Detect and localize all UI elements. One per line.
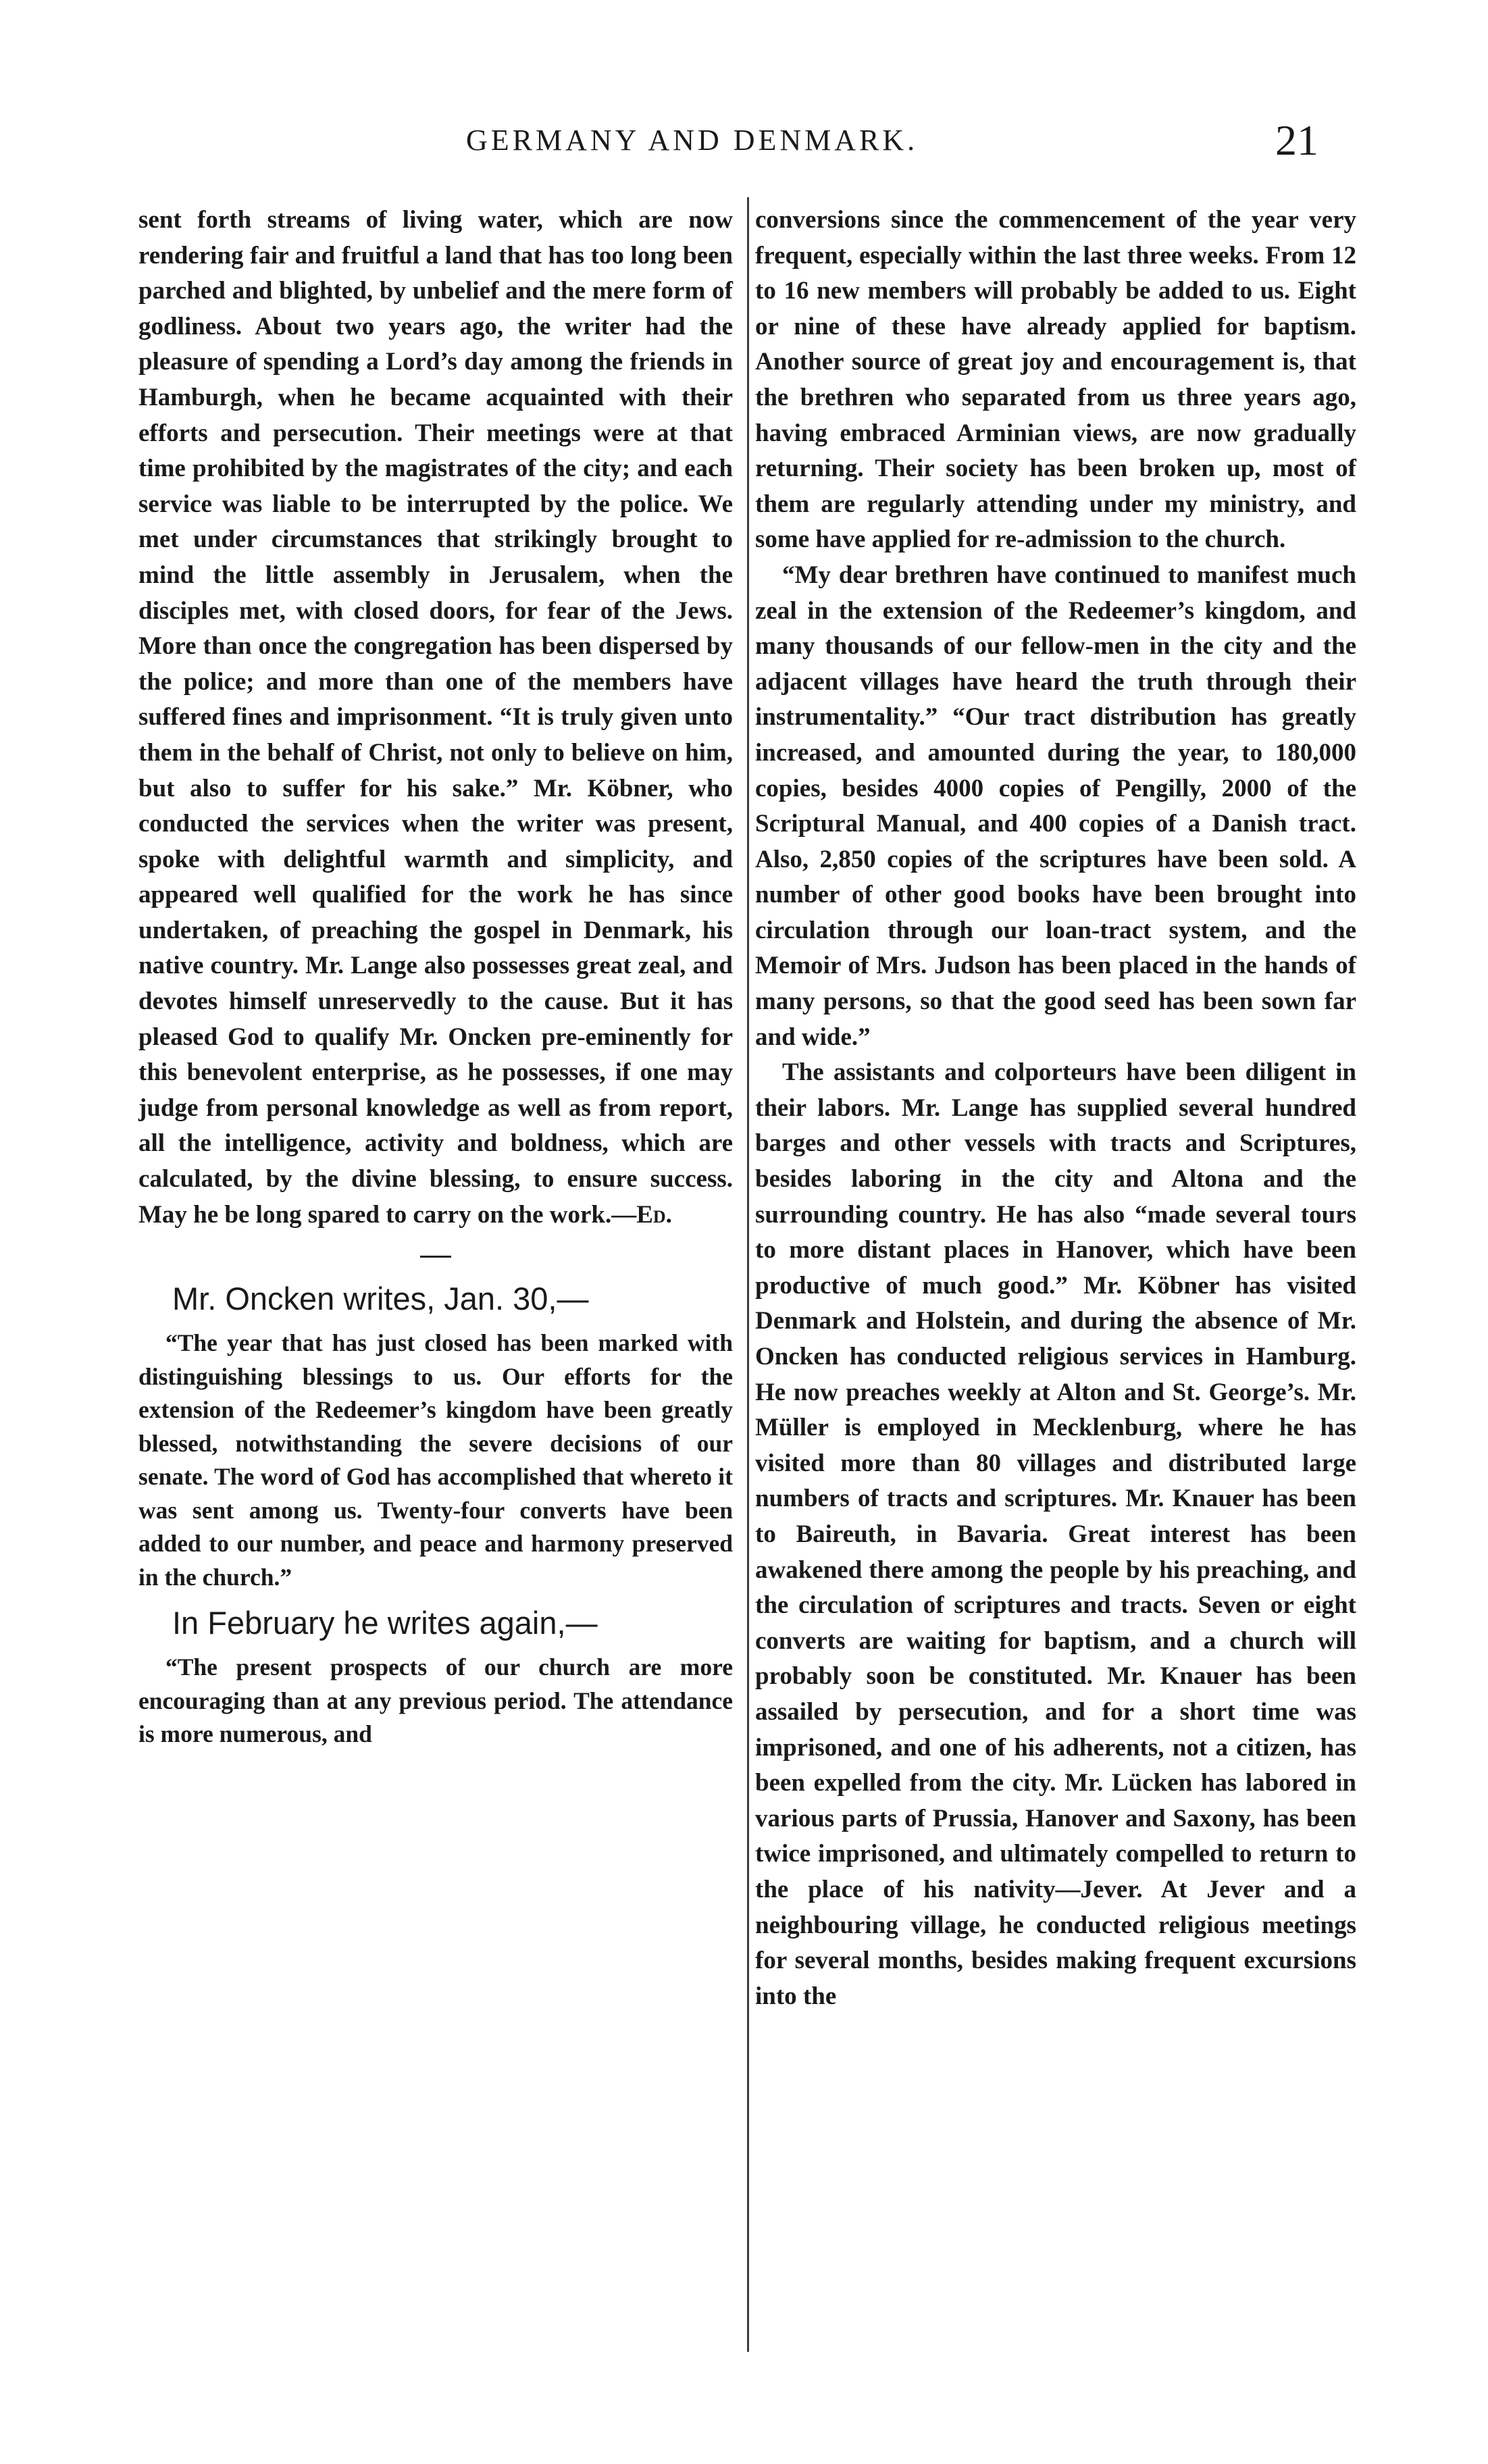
editor-signature: Ed. — [636, 1200, 672, 1229]
body-paragraph — [138, 203, 733, 1233]
body-paragraph: conversions since the commencement of the year very frequent, especially within the last three weeks. From 12 to 16 new members will probably be added to us. Eight or nine of these have already applied for baptism. Another source of great joy and encouragement is, that the brethren who separated from us three years ago, having embraced Arminian views, are now gradually returning. Their society has been broken up, most of them are regularly attending under my ministry, and some have applied for re-admission to the church. — [755, 206, 1356, 554]
letter-heading: Mr. Oncken writes, Jan. 30,— — [172, 1281, 589, 1317]
letter-block — [138, 1327, 733, 1594]
letter-quote-second: “The present prospects of our church are more encouraging than at any previous period. The attendance is more numerous, and — [138, 1653, 733, 1748]
body-paragraph: The assistants and colporteurs have been diligent in their labors. Mr. Lange has supplied several hundred barges and other vessels with tracts and Scriptures, besides laboring in the city and Altona and the surrounding country. He has also “made several tours to more distant places in Hanover, which have been productive of much good.” Mr. Köbner has visited Denmark and Holstein, and during the absence of Mr. Oncken has conducted religious services in Hamburg. He now preaches weekly at Alton and St. George’s. Mr. Müller is employed in Mecklenburg, where he has visited more than 80 villages and distributed large numbers of tracts and scriptures. Mr. Knauer has been to Baireuth, in Bavaria. Great interest has been awakened there among the people by his preaching, and the circulation of scriptures and tracts. Seven or eight converts are waiting for baptism, and a church will probably soon be constituted. Mr. Knauer has been assailed by persecution, and for a short time was imprisoned, and one of his adherents, not a citizen, has been expelled from the city. Mr. Lücken has labored in various parts of Prussia, Hanover and Saxony, has been twice imprisoned, and ultimately compelled to return to the place of his nativity—Jever. At Jever and a neighbouring village, he conducted religious meetings for several months, besides making frequent excursions into the — [755, 1058, 1356, 2010]
body-paragraph: “My dear brethren have continued to manifest much zeal in the extension of the Redeemer’s kingdom, and many thousands of our fellow-men in the city and the adjacent villages have heard the truth through their instrumentality.” “Our tract distribution has greatly increased, and amounted during the year, to 180,000 copies, besides 4000 copies of Pengilly, 2000 of the Scriptural Manual, and 400 copies of a Danish tract. Also, 2,850 copies of the scriptures have been sold. A number of other good books have been brought into circulation through our loan-tract system, and the Memoir of Mrs. Judson has been placed in the hands of many persons, so that the good seed has been sown far and wide.” — [755, 561, 1356, 1051]
letter-block-second — [138, 1651, 733, 1751]
left-column — [138, 203, 733, 1751]
letter-heading-second: In February he writes again,— — [172, 1605, 598, 1641]
column-divider — [747, 197, 749, 2352]
letter-quote: “The year that has just closed has been marked with distinguishing blessings to us. Our efforts for the extension of the Redeemer’s kingdom have been greatly blessed, notwithstanding the severe decisions of our senate. The word of God has accomplished that whereto it was sent among us. Twenty-four converts have been added to our number, and peace and harmony preserved in the church.” — [138, 1329, 733, 1591]
paragraph-text: sent forth streams of living water, which are now rendering fair and fruitful a land that has too long been parched and blighted, by unbelief and the mere form of godliness. About two years ago, the writer had the pleasure of spending a Lord’s day among the friends in Hamburgh, when he became acquainted with their efforts and persecution. Their meetings were at that time prohibited by the magistrates of the city; and each service was liable to be interrupted by the police. We met under circumstances that strikingly brought to mind the little assembly in Jerusalem, when the disciples met, with closed doors, for fear of the Jews. More than once the congregation has been dispersed by the police; and more than one of the members have suffered fines and imprisonment. “It is truly given unto them in the behalf of Christ, not only to believe on him, but also to suffer for his sake.” Mr. Köbner, who conducted the services when the writer was present, spoke with delightful warmth and simplicity, and appeared well qualified for the work he has since undertaken, of preaching the gospel in Denmark, his native country. Mr. Lange also possesses great zeal, and devotes himself unreservedly to the cause. But it has pleased God to qualify Mr. Oncken pre-eminently for this benevolent enterprise, as he possesses, if one may judge from personal knowledge as well as from report, all the intelligence, activity and boldness, which are calculated, by the divine blessing, to ensure success. May he be long spared to carry on the work.— — [138, 206, 733, 1229]
right-column — [755, 203, 1356, 2014]
running-head — [0, 113, 1488, 168]
running-title: GERMANY AND DENMARK. — [466, 124, 919, 157]
section-divider — [420, 1256, 451, 1258]
page-number: 21 — [1275, 116, 1318, 164]
